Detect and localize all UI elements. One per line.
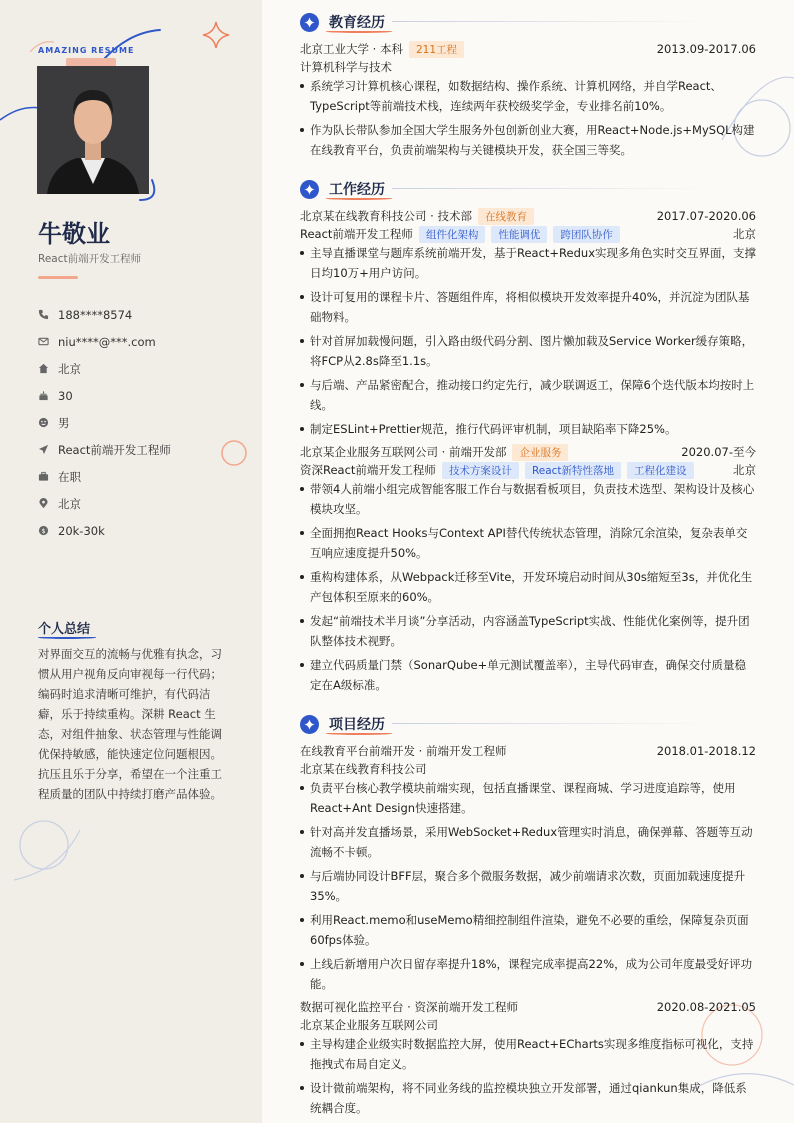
info-status: 在职 [38, 463, 171, 490]
star-badge-icon [300, 180, 319, 199]
info-city: 北京 [38, 355, 171, 382]
info-location: 北京 [38, 490, 171, 517]
location-pin-icon [38, 498, 58, 509]
main-content [262, 0, 794, 1123]
summary-underline [38, 636, 96, 639]
section-projects-title: 项目经历 [300, 714, 385, 734]
list-item: 主导构建企业级实时数据监控大屏，使用React+ECharts实现多维度指标可视化，支持拖拽式布局自定义。 [300, 1034, 756, 1074]
info-salary: $ 20k-30k [38, 517, 171, 544]
sidebar [0, 0, 262, 1123]
job-date: 2017.07-2020.06 [656, 209, 756, 223]
project-date: 2020.08-2021.05 [656, 1000, 756, 1014]
list-item: 利用React.memo和useMemo精细控制组件渲染，避免不必要的重绘，保障复杂页面60fps体验。 [300, 910, 756, 950]
job-1-header [300, 207, 756, 225]
face-icon [38, 417, 58, 428]
list-item: 针对高并发直播场景，采用WebSocket+Redux管理实时消息，确保弹幕、答题等互动流畅不卡顿。 [300, 822, 756, 862]
list-item: 作为队长带队参加全国大学生服务外包创新创业大赛，用React+Node.js+MySQL构建在线教育平台，负责前端架构与关键模块开发，获全国三等奖。 [300, 120, 756, 160]
list-item: 带领4人前端小组完成智能客服工作台与数据看板项目，负责技术选型、架构设计及核心模块攻坚。 [300, 479, 756, 519]
list-item: 设计可复用的课程卡片、答题组件库，将相似模块开发效率提升40%，并沉淀为团队基础物料。 [300, 287, 756, 327]
info-gender: 男 [38, 409, 171, 436]
section-underline [326, 732, 392, 735]
job-role: React前端开发工程师 [300, 227, 413, 241]
section-divider [392, 188, 712, 189]
title-underline [38, 276, 78, 279]
profile-photo [37, 66, 149, 194]
phone-icon [38, 309, 58, 320]
project-1-bullets [300, 778, 756, 998]
job-company: 北京某企业服务互联网公司 · 前端开发部 [300, 445, 507, 459]
skill-tag: 跨团队协作 [553, 226, 620, 243]
list-item: 与后端、产品紧密配合，推动接口约定先行，减少联调返工，保障6个迭代版本均按时上线。 [300, 375, 756, 415]
project-1-header [300, 742, 756, 760]
school-tag: 211工程 [409, 41, 464, 58]
list-item: 系统学习计算机核心课程，如数据结构、操作系统、计算机网络，并自学React、TypeScript等前端技术栈，连续两年获校级奖学金，专业排名前10%。 [300, 76, 756, 116]
star-badge-icon [300, 715, 319, 734]
job-2-header [300, 443, 756, 461]
list-item: 针对首屏加载慢问题，引入路由级代码分割、图片懒加载及Service Worker缓存策略，将FCP从2.8s降至1.1s。 [300, 331, 756, 371]
section-education-title: 教育经历 [300, 12, 385, 32]
project-2-company-row [300, 1016, 756, 1034]
summary-text: 对界面交互的流畅与优雅有执念，习惯从用户视角反向审视每一行代码；编码时追求清晰可维护，有代码洁癖，乐于持续重构。深耕 React 生态，对组件抽象、状态管理与性能调优保持敏感，能快速定位问题根因。抗压且乐于分享，希望在一个注重工程质量的团队中持续打磨产品体验。 [38, 647, 222, 801]
job-city: 北京 [733, 463, 756, 477]
list-item: 设计微前端架构，将不同业务线的监控模块独立开发部署，通过qiankun集成，降低系统耦合度。 [300, 1078, 756, 1118]
job-company: 北京某在线教育科技公司 · 技术部 [300, 209, 472, 223]
education-major-row [300, 58, 756, 76]
job-industry-tag: 企业服务 [512, 444, 568, 461]
education-major: 计算机科学与技术 [300, 60, 392, 74]
project-name: 在线教育平台前端开发 · 前端开发工程师 [300, 744, 507, 758]
section-underline [326, 197, 392, 200]
section-work-title: 工作经历 [300, 179, 385, 199]
candidate-name: 牛敬业 [38, 220, 110, 248]
job-2-role-row [300, 461, 756, 479]
svg-text:$: $ [41, 526, 46, 535]
info-email: niu****@***.com [38, 328, 171, 355]
education-header [300, 40, 756, 58]
job-city: 北京 [733, 227, 756, 241]
home-icon [38, 363, 58, 374]
list-item: 主导直播课堂与题库系统前端开发，基于React+Redux实现多角色实时交互界面，支撑日均10万+用户访问。 [300, 243, 756, 283]
job-2-bullets [300, 479, 756, 699]
skill-tag: 技术方案设计 [442, 462, 519, 479]
list-item: 负责平台核心教学模块前端实现，包括直播课堂、课程商城、学习进度追踪等，使用React+Ant Design快速搭建。 [300, 778, 756, 818]
list-item: 建立代码质量门禁（SonarQube+单元测试覆盖率），主导代码审查，确保交付质量稳定在A级标准。 [300, 655, 756, 695]
list-item: 全面拥抱React Hooks与Context API替代传统状态管理，消除冗余渲染，复杂表单交互响应速度提升50%。 [300, 523, 756, 563]
info-phone: 188****8574 [38, 301, 171, 328]
section-divider [392, 723, 712, 724]
skill-tag: 性能调优 [491, 226, 547, 243]
job-role: 资深React前端开发工程师 [300, 463, 436, 477]
resume-tagline: AMAZING RESUME [38, 46, 135, 55]
money-icon [38, 525, 58, 536]
project-2-header [300, 998, 756, 1016]
skill-tag: 组件化架构 [419, 226, 486, 243]
list-item: 制定ESLint+Prettier规范，推行代码评审机制，项目缺陷率下降25%。 [300, 419, 756, 439]
cake-icon [38, 390, 58, 401]
job-date: 2020.07-至今 [681, 445, 756, 459]
education-bullets [300, 76, 756, 164]
skill-tag: React新特性落地 [525, 462, 621, 479]
section-divider [392, 21, 712, 22]
project-1-company-row [300, 760, 756, 778]
list-item: 发起“前端技术半月谈”分享活动，内容涵盖TypeScript实战、性能优化案例等，提升团队整体技术视野。 [300, 611, 756, 651]
list-item: 重构构建体系，从Webpack迁移至Vite，开发环境启动时间从30s缩短至3s，并优化生产包体积至原来的60%。 [300, 567, 756, 607]
project-date: 2018.01-2018.12 [656, 744, 756, 758]
education-date: 2013.09-2017.06 [656, 42, 756, 56]
job-1-role-row [300, 225, 756, 243]
sparkle-icon [201, 20, 231, 50]
info-target-role: React前端开发工程师 [38, 436, 171, 463]
section-underline [326, 30, 392, 33]
project-name: 数据可视化监控平台 · 资深前端开发工程师 [300, 1000, 518, 1014]
project-company: 北京某在线教育科技公司 [300, 762, 427, 776]
project-2-bullets [300, 1034, 756, 1122]
briefcase-icon [38, 471, 58, 482]
star-badge-icon [300, 13, 319, 32]
list-item: 上线后新增用户次日留存率提升18%，课程完成率提高22%，成为公司年度最受好评功能。 [300, 954, 756, 994]
job-1-bullets [300, 243, 756, 443]
contact-info-list [38, 301, 171, 544]
send-icon [38, 444, 58, 455]
mail-icon [38, 336, 58, 347]
skill-tag: 工程化建设 [627, 462, 694, 479]
project-company: 北京某企业服务互联网公司 [300, 1018, 438, 1032]
summary-title: 个人总结 [38, 622, 91, 637]
school-name: 北京工业大学 · 本科 [300, 42, 403, 56]
job-industry-tag: 在线教育 [478, 208, 534, 225]
info-age: 30 [38, 382, 171, 409]
list-item: 与后端协同设计BFF层，聚合多个微服务数据，减少前端请求次数，页面加载速度提升35%。 [300, 866, 756, 906]
candidate-title: React前端开发工程师 [38, 253, 142, 265]
